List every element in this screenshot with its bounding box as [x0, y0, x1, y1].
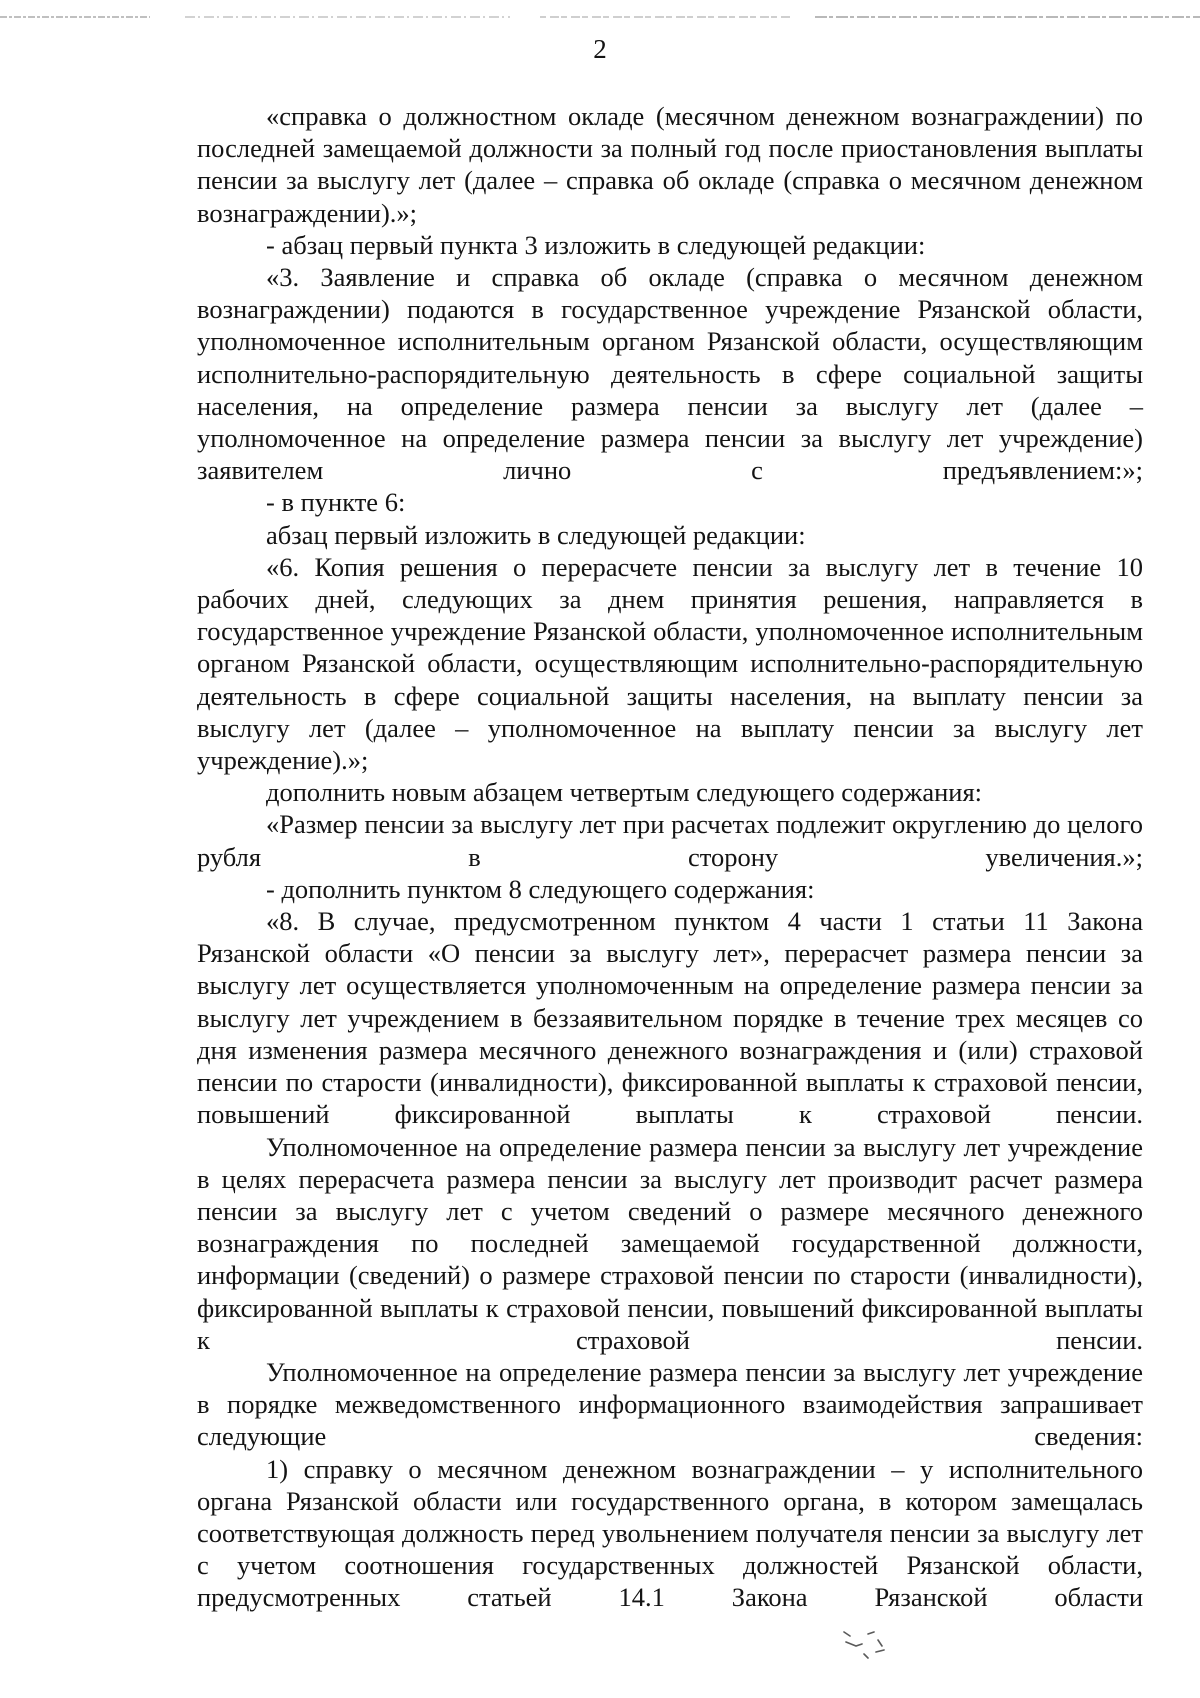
- paragraph-first-subparagraph-instruction: абзац первый изложить в следующей редакции:: [266, 519, 806, 550]
- scan-mark-artifact: [838, 1624, 898, 1666]
- paragraph-item3-text: «3. Заявление и справка об окладе (справка о месячном денежном вознаграждении) подаются в государственное учреждение Рязанской области, уполномоченное исполнительным органом Рязанской области, осуществляющим исполнительно-распорядительную деятельность в сфере социальной защиты населения, на определение размера пенсии за выслугу лет (далее – уполномоченное на определение размера пенсии за выслугу лет учреждение) заявителем лично с предъявлением:»;: [197, 262, 1143, 486]
- paragraph-interagency-request: Уполномоченное на определение размера пенсии за выслугу лет учреждение в порядке межведомственного информационного взаимодействия запрашивает следующие сведения:: [197, 1356, 1143, 1452]
- document-body: [197, 100, 1143, 1614]
- paragraph-item6-instruction: - в пункте 6:: [266, 487, 406, 518]
- paragraph-list-item-1: 1) справку о месячном денежном вознаграждении – у исполнительного органа Рязанской области или государственного органа, в котором замещалась соответствующая должность перед увольнением получателя пенсии за выслугу лет с учетом соотношения государственных должностей Рязанской области, предусмотренных статьей 14.1 Закона Рязанской области: [197, 1453, 1143, 1613]
- paragraph-item8-text: «8. В случае, предусмотренном пунктом 4 части 1 статьи 11 Закона Рязанской области «О пенсии за выслугу лет», перерасчет размера пенсии за выслугу лет осуществляется уполномоченным на определение размера пенсии за выслугу лет учреждением в беззаявительном порядке в течение трех месяцев со дня изменения размера месячного денежного вознаграждения и (или) страховой пенсии по старости (инвалидности), фиксированной выплаты к страховой пенсии, повышений фиксированной выплаты к страховой пенсии.: [197, 906, 1143, 1130]
- paragraph-rounding-rule: «Размер пенсии за выслугу лет при расчетах подлежит округлению до целого рубля в сторону увеличения.»;: [197, 809, 1143, 872]
- paragraph-item6-text: «6. Копия решения о перерасчете пенсии за выслугу лет в течение 10 рабочих дней, следующих за днем принятия решения, направляется в государственное учреждение Рязанской области, уполномоченное исполнительным органом Рязанской области, осуществляющим исполнительно-распорядительную деятельность в сфере социальной защиты населения, на выплату пенсии за выслугу лет (далее – уполномоченное на выплату пенсии за выслугу лет учреждение).»;: [197, 551, 1143, 776]
- scan-edge-artifact: [0, 14, 1200, 20]
- paragraph-item8-instruction: - дополнить пунктом 8 следующего содержания:: [266, 873, 815, 904]
- paragraph-item3-instruction: - абзац первый пункта 3 изложить в следующей редакции:: [266, 229, 926, 260]
- page-number: 2: [593, 34, 607, 64]
- paragraph-fourth-subparagraph-instruction: дополнить новым абзацем четвертым следующего содержания:: [266, 777, 983, 808]
- paragraph-salary-certificate: «справка о должностном окладе (месячном денежном вознаграждении) по последней замещаемой должности за полный год после приостановления выплаты пенсии за выслугу лет (далее – справка об окладе (справка о месячном денежном вознаграждении).»;: [197, 101, 1143, 228]
- paragraph-recalculation: Уполномоченное на определение размера пенсии за выслугу лет учреждение в целях перерасчета размера пенсии за выслугу лет производит расчет размера пенсии за выслугу лет с учетом сведений о размере месячного денежного вознаграждения по последней замещаемой государственной должности, информации (сведений) о размере страховой пенсии по старости (инвалидности), фиксированной выплаты к страховой пенсии, повышений фиксированной выплаты к страховой пенсии.: [197, 1131, 1143, 1355]
